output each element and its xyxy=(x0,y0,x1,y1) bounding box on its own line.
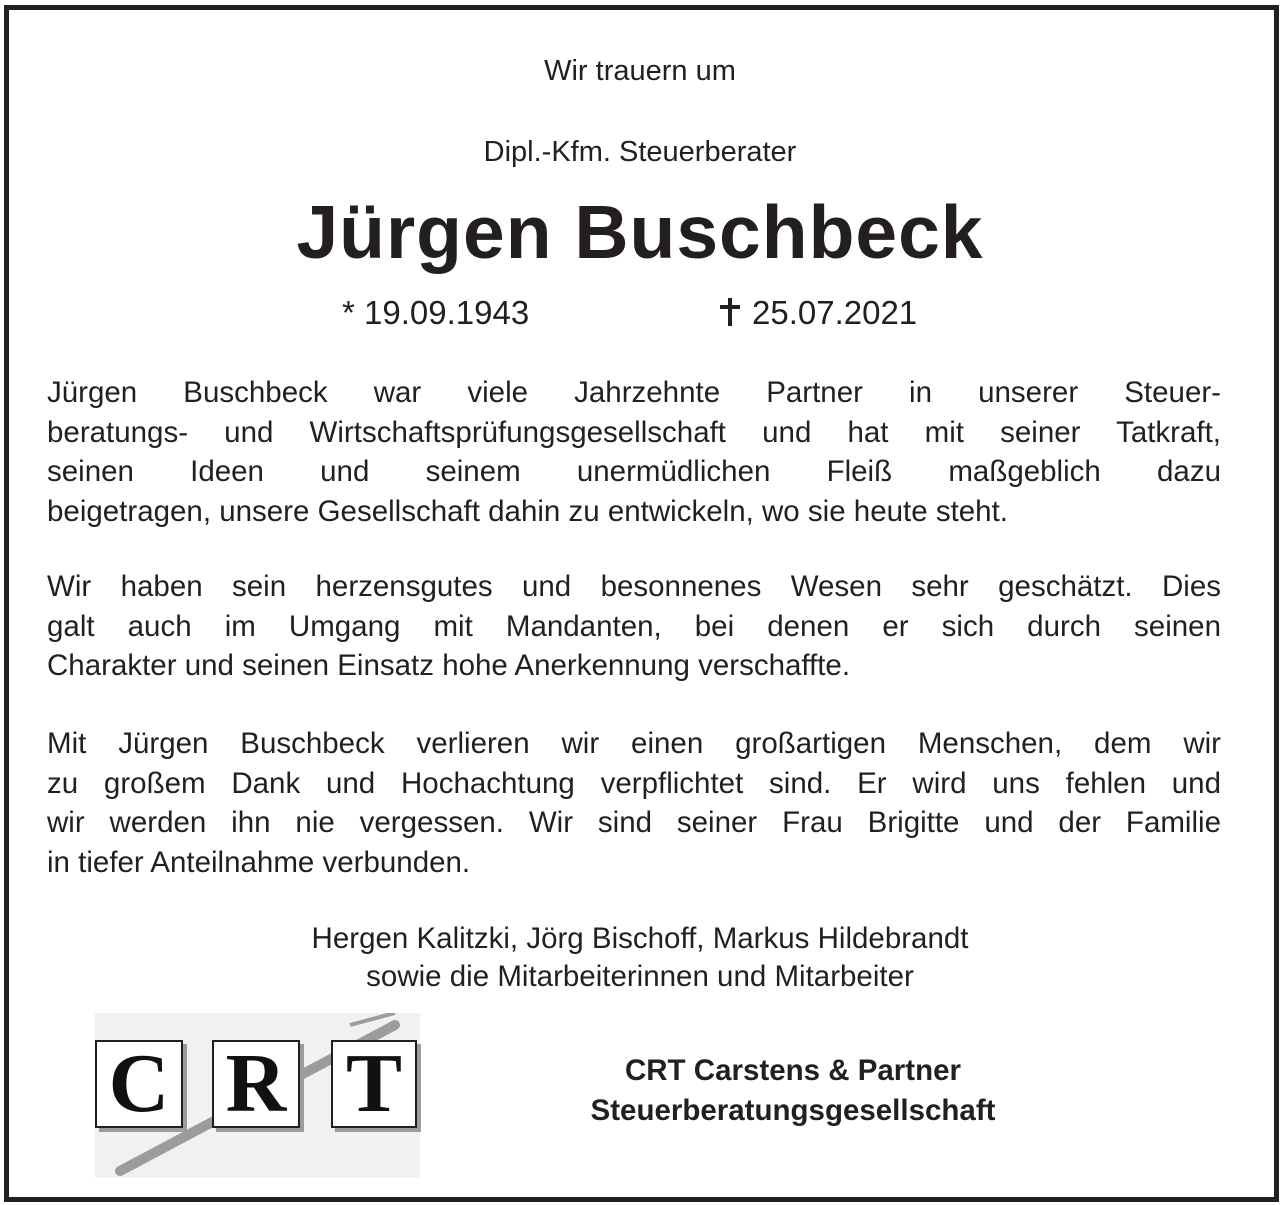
paragraph-character xyxy=(47,567,1221,686)
paragraph-farewell xyxy=(47,724,1221,882)
company-logo xyxy=(95,1013,420,1178)
birth-date: * 19.09.1943 xyxy=(342,294,530,331)
paragraph-line: Wir haben sein herzensgutes und besonnenes Wesen sehr geschätzt. Dies xyxy=(47,570,1221,603)
logo-letter-r: R xyxy=(212,1040,300,1128)
paragraph-line: galt auch im Umgang mit Mandanten, bei denen er sich durch seinen xyxy=(47,609,1221,643)
paragraph-line: Charakter und seinen Einsatz hohe Anerkennung verschaffte. xyxy=(47,649,851,682)
death-date: 25.07.2021 xyxy=(752,294,918,331)
paragraph-line: zu großem Dank und Hochachtung verpflichtet sind. Er wird uns fehlen und xyxy=(47,766,1221,800)
company-type: Steuerberatungsgesellschaft xyxy=(590,1094,996,1127)
paragraph-line: seinen Ideen und seinem unermüdlichen Fleiß maßgeblich dazu xyxy=(47,455,1221,488)
paragraph-line: wir werden ihn nie vergessen. Wir sind seiner Frau Brigitte und der Familie xyxy=(47,806,1221,839)
intro-text: Wir trauern um xyxy=(544,55,736,87)
paragraph-line: Jürgen Buschbeck war viele Jahrzehnte Partner in unserer Steuer- xyxy=(47,376,1221,409)
logo-letter-t: T xyxy=(331,1040,417,1128)
logo-letter-c: C xyxy=(95,1040,183,1128)
paragraph-line: in tiefer Anteilnahme verbunden. xyxy=(47,845,471,879)
deceased-title: Dipl.-Kfm. Steuerberater xyxy=(483,136,797,168)
paragraph-line: beigetragen, unsere Gesellschaft dahin zu entwickeln, wo sie heute steht. xyxy=(47,494,1008,528)
paragraph-line: beratungs- und Wirtschaftsprüfungsgesellschaft und hat mit seiner Tatkraft, xyxy=(47,415,1221,449)
signature-names: Hergen Kalitzki, Jörg Bischoff, Markus Hildebrandt xyxy=(311,922,969,955)
deceased-name: Jürgen Buschbeck xyxy=(296,190,984,274)
death-date-line xyxy=(720,293,917,333)
paragraph-tribute xyxy=(47,373,1221,531)
company-name: CRT Carstens & Partner xyxy=(624,1054,962,1087)
signature-staff: sowie die Mitarbeiterinnen und Mitarbeiter xyxy=(366,960,914,993)
paragraph-line: Mit Jürgen Buschbeck verlieren wir einen großartigen Menschen, dem wir xyxy=(47,727,1221,760)
cross-icon xyxy=(720,298,740,326)
